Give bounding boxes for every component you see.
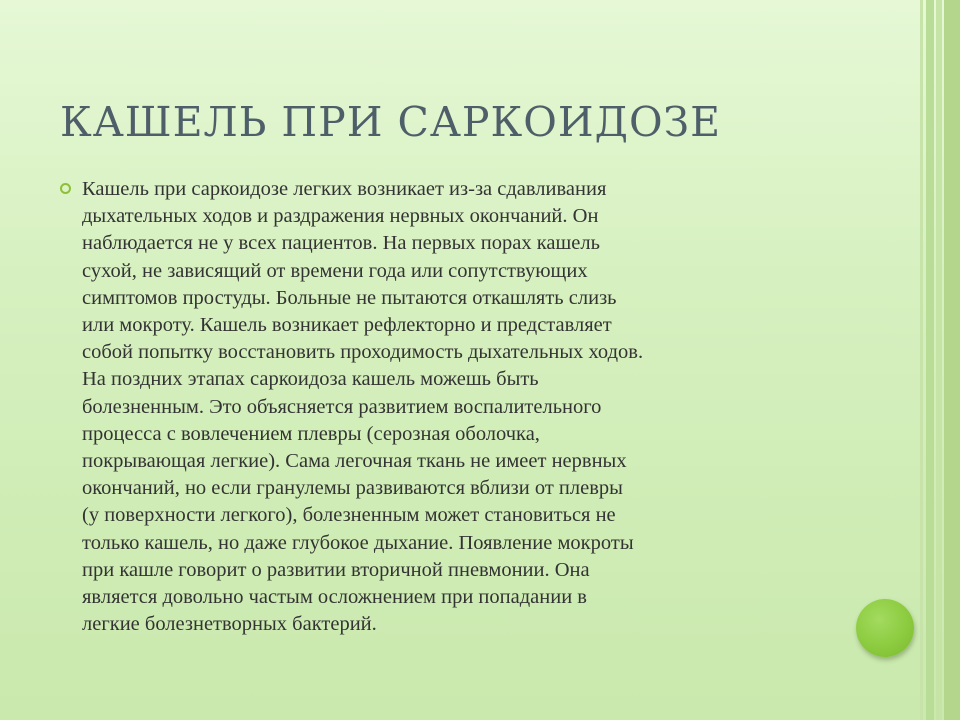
body-paragraph <box>82 176 850 638</box>
text-line: только кашель, но даже глубокое дыхание. Появление мокроты <box>82 531 634 554</box>
text-line: болезненным. Это объясняется развитием воспалительного <box>82 395 602 418</box>
text-line: является довольно частым осложнением при попадании в <box>82 586 587 609</box>
decorative-stripe <box>926 0 934 720</box>
decorative-stripe <box>944 0 960 720</box>
text-line: при кашле говорит о развитии вторичной пневмонии. Она <box>82 558 590 581</box>
decorative-stripe <box>936 0 942 720</box>
slide-body <box>60 176 850 638</box>
text-line: процесса с вовлечением плевры (серозная оболочка, <box>82 422 540 445</box>
text-line: окончаний, но если гранулемы развиваются вблизи от плевры <box>82 477 623 500</box>
text-line: дыхательных ходов и раздражения нервных окончаний. Он <box>82 205 599 228</box>
decorative-green-circle-icon <box>856 599 914 657</box>
text-line: наблюдается не у всех пациентов. На первых порах кашель <box>82 232 600 255</box>
circle-bullet-icon <box>60 183 71 194</box>
text-line: (у поверхности легкого), болезненным может становиться не <box>82 504 616 527</box>
text-line: легкие болезнетворных бактерий. <box>82 613 377 636</box>
text-line: Кашель при саркоидозе легких возникает из-за сдавливания <box>82 178 607 200</box>
text-line: На поздних этапах саркоидоза кашель можешь быть <box>82 368 539 391</box>
text-line: собой попытку восстановить проходимость дыхательных ходов. <box>82 341 644 364</box>
text-line: или мокроту. Кашель возникает рефлекторно и представляет <box>82 314 612 337</box>
slide-title: КАШЕЛЬ ПРИ САРКОИДОЗЕ <box>60 98 722 146</box>
text-line: покрывающая легкие). Сама легочная ткань не имеет нервных <box>82 450 627 473</box>
text-line: сухой, не зависящий от времени года или сопутствующих <box>82 259 588 282</box>
decorative-stripe <box>920 0 923 720</box>
text-line: симптомов простуды. Больные не пытаются откашлять слизь <box>82 286 617 309</box>
